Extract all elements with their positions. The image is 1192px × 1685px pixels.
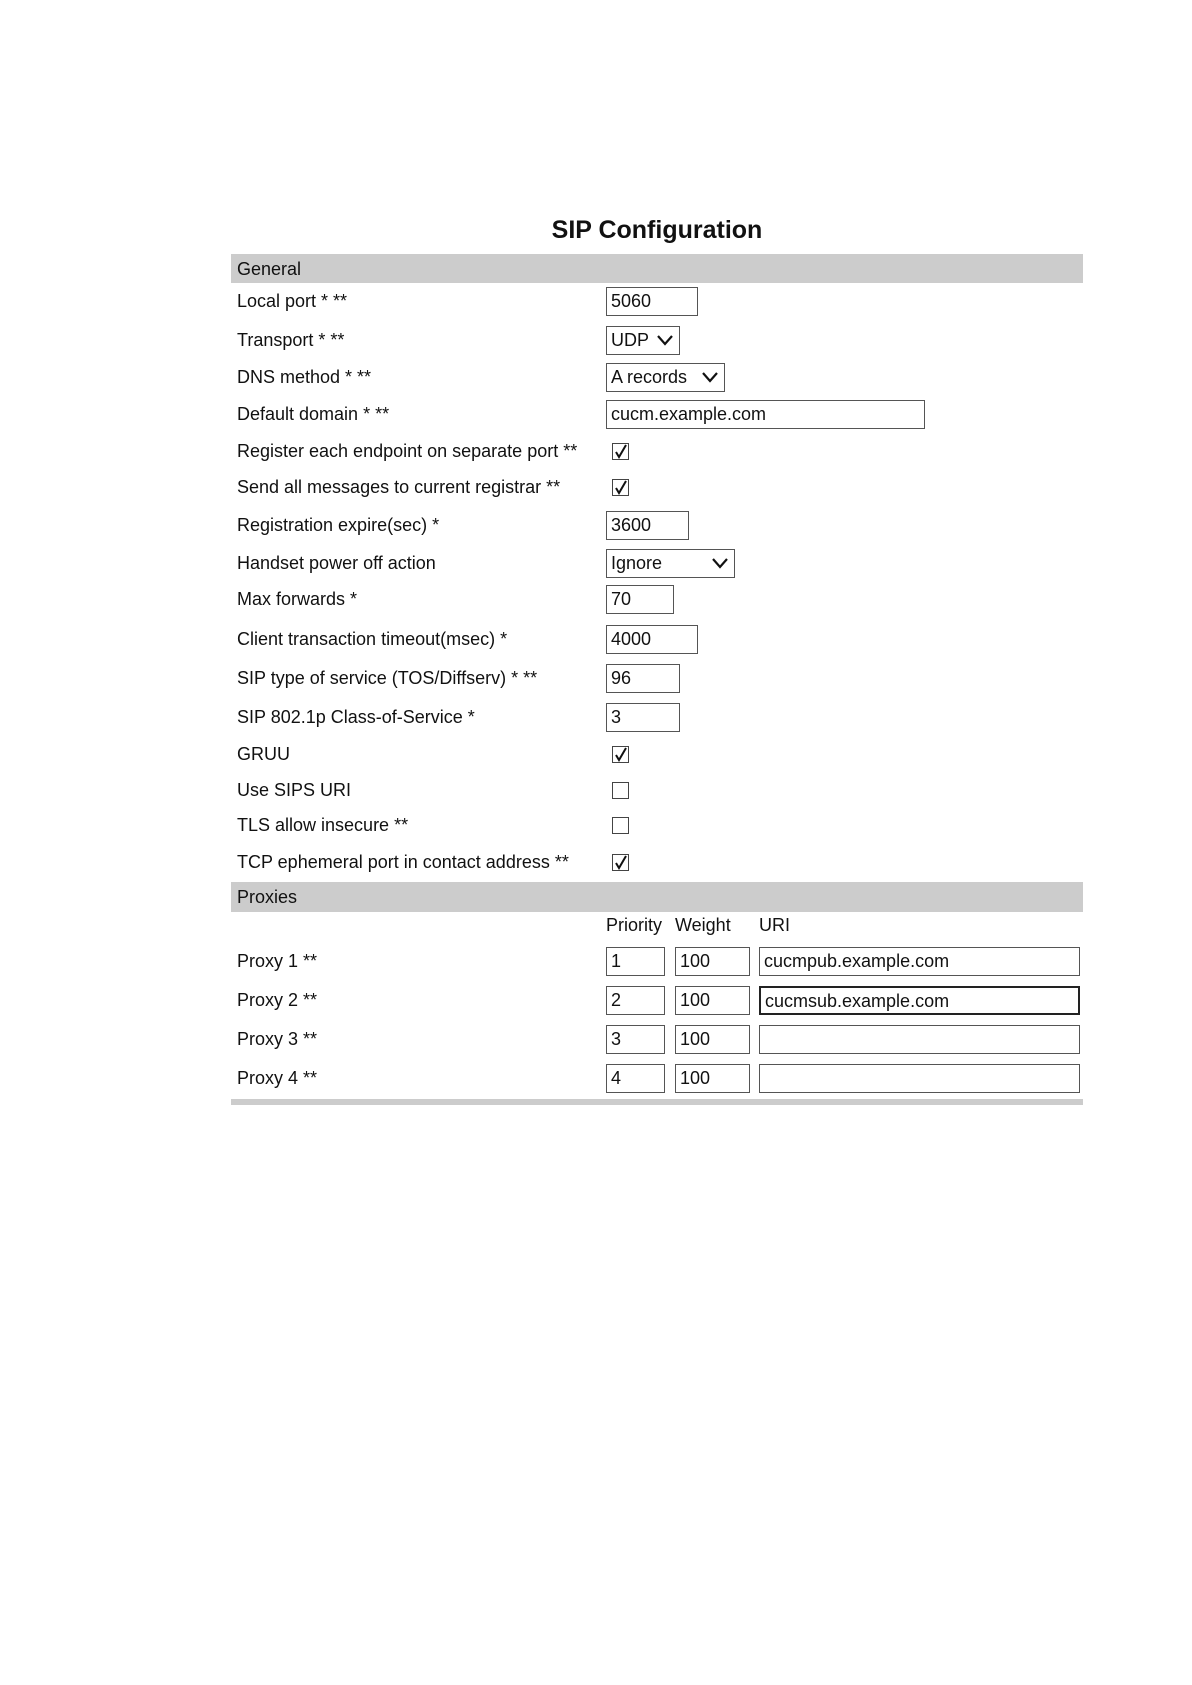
uri-header: URI	[759, 915, 790, 935]
dns-method-selected-value: A records	[611, 367, 688, 387]
registration-expire-row	[237, 511, 1083, 541]
proxy-uri-input[interactable]	[759, 1064, 1080, 1093]
dns-method-row	[237, 363, 1083, 393]
local-port-label: Local port * **	[237, 291, 348, 311]
proxy-weight-input[interactable]: 100	[675, 1064, 750, 1093]
cos-input[interactable]: 3	[606, 703, 680, 732]
client-timeout-row	[237, 625, 1083, 655]
registration-expire-label: Registration expire(sec) *	[237, 515, 440, 535]
proxy-row	[237, 1064, 1083, 1094]
proxy-weight-input[interactable]: 100	[675, 947, 750, 976]
default-domain-row	[237, 400, 1083, 430]
transport-row	[237, 326, 1083, 356]
default-domain-label: Default domain * **	[237, 404, 390, 424]
chevron-down-icon	[657, 334, 673, 346]
section-header-proxies: Proxies	[231, 882, 1083, 912]
priority-header: Priority	[606, 915, 663, 935]
proxy-row	[237, 986, 1083, 1016]
handset-power-off-selected-value: Ignore	[611, 553, 663, 573]
tcp-ephemeral-row	[237, 848, 1083, 878]
tos-label: SIP type of service (TOS/Diffserv) * **	[237, 668, 538, 688]
client-timeout-input[interactable]: 4000	[606, 625, 698, 654]
proxy-label: Proxy 3 **	[237, 1029, 318, 1049]
max-forwards-row	[237, 585, 1083, 615]
dns-method-label: DNS method * **	[237, 367, 372, 387]
handset-power-off-select[interactable]	[606, 549, 735, 578]
proxy-column-headers	[237, 915, 1083, 945]
checkmark-icon	[614, 444, 628, 459]
gruu-label: GRUU	[237, 744, 290, 764]
proxy-label: Proxy 2 **	[237, 990, 318, 1010]
tls-insecure-row	[237, 811, 1083, 841]
default-domain-input[interactable]: cucm.example.com	[606, 400, 925, 429]
proxy-row	[237, 947, 1083, 977]
max-forwards-label: Max forwards *	[237, 589, 358, 609]
transport-selected-value: UDP	[611, 330, 650, 350]
proxy-label: Proxy 4 **	[237, 1068, 318, 1088]
proxy-priority-input[interactable]: 2	[606, 986, 665, 1015]
local-port-row	[237, 287, 1083, 317]
proxy-uri-input[interactable]	[759, 1025, 1080, 1054]
proxy-weight-input[interactable]: 100	[675, 1025, 750, 1054]
proxy-uri-input[interactable]: cucmpub.example.com	[759, 947, 1080, 976]
send-to-registrar-checkbox[interactable]	[612, 479, 629, 496]
send-to-registrar-label: Send all messages to current registrar **	[237, 477, 561, 497]
local-port-input[interactable]: 5060	[606, 287, 698, 316]
max-forwards-input[interactable]: 70	[606, 585, 674, 614]
client-timeout-label: Client transaction timeout(msec) *	[237, 629, 508, 649]
section-footer-bar	[231, 1099, 1083, 1105]
proxy-priority-input[interactable]: 1	[606, 947, 665, 976]
send-to-registrar-row	[237, 473, 1083, 503]
transport-select[interactable]	[606, 326, 680, 355]
chevron-down-icon	[702, 371, 718, 383]
register-separate-port-label: Register each endpoint on separate port **	[237, 441, 578, 461]
proxy-weight-input[interactable]: 100	[675, 986, 750, 1015]
checkmark-icon	[614, 855, 628, 870]
tls-insecure-label: TLS allow insecure **	[237, 815, 409, 835]
proxy-priority-input[interactable]: 3	[606, 1025, 665, 1054]
transport-label: Transport * **	[237, 330, 345, 350]
dns-method-select[interactable]	[606, 363, 725, 392]
gruu-checkbox[interactable]	[612, 746, 629, 763]
sips-uri-checkbox[interactable]	[612, 782, 629, 799]
proxy-uri-input[interactable]: cucmsub.example.com	[759, 986, 1080, 1015]
page-title: SIP Configuration	[551, 216, 763, 244]
tcp-ephemeral-checkbox[interactable]	[612, 854, 629, 871]
tcp-ephemeral-label: TCP ephemeral port in contact address **	[237, 852, 569, 872]
proxy-label: Proxy 1 **	[237, 951, 318, 971]
handset-power-off-label: Handset power off action	[237, 553, 436, 573]
chevron-down-icon	[712, 557, 728, 569]
register-separate-port-row	[237, 437, 1083, 467]
checkmark-icon	[614, 747, 628, 762]
sips-uri-row	[237, 776, 1083, 806]
gruu-row	[237, 740, 1083, 770]
tos-row	[237, 664, 1083, 694]
sips-uri-label: Use SIPS URI	[237, 780, 352, 800]
tls-insecure-checkbox[interactable]	[612, 817, 629, 834]
proxy-priority-input[interactable]: 4	[606, 1064, 665, 1093]
checkmark-icon	[614, 480, 628, 495]
cos-label: SIP 802.1p Class-of-Service *	[237, 707, 475, 727]
weight-header: Weight	[675, 915, 731, 935]
handset-power-off-row	[237, 549, 1083, 579]
cos-row	[237, 703, 1083, 733]
registration-expire-input[interactable]: 3600	[606, 511, 689, 540]
tos-input[interactable]: 96	[606, 664, 680, 693]
proxy-row	[237, 1025, 1083, 1055]
section-header-general: General	[231, 254, 1083, 283]
register-separate-port-checkbox[interactable]	[612, 443, 629, 460]
